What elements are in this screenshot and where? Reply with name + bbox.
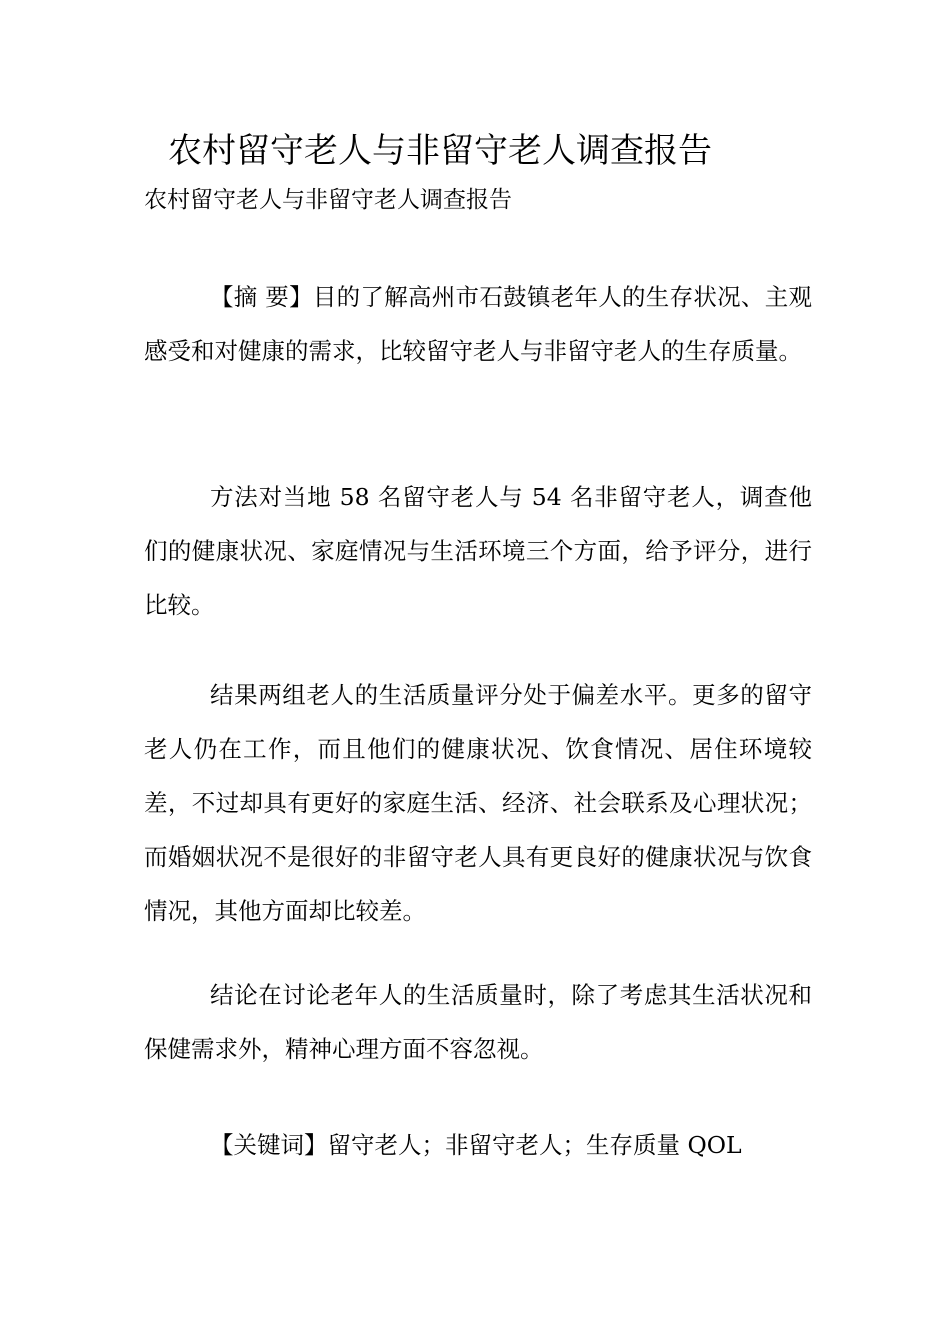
abstract-paragraph: 【摘 要】目的了解高州市石鼓镇老年人的生存状况、主观感受和对健康的需求，比较留守老人与非留守老人的生存质量。 — [144, 283, 812, 365]
methods-paragraph: 方法对当地 58 名留守老人与 54 名非留守老人，调查他们的健康状况、家庭情况与生活环境三个方面，给予评分，进行比较。 — [144, 483, 812, 619]
results-paragraph: 结果两组老人的生活质量评分处于偏差水平。更多的留守老人仍在工作，而且他们的健康状况、饮食情况、居住环境较差，不过却具有更好的家庭生活、经济、社会联系及心理状况；而婚姻状况不是很好的非留守老人具有更良好的健康状况与饮食情况，其他方面却比较差。 — [144, 681, 812, 925]
keywords-line: 【关键词】留守老人；非留守老人；生存质量 QOL — [210, 1131, 742, 1159]
document-subtitle: 农村留守老人与非留守老人调查报告 — [144, 187, 512, 213]
conclusion-paragraph: 结论在讨论老年人的生活质量时，除了考虑其生活状况和保健需求外，精神心理方面不容忽视。 — [144, 981, 812, 1063]
document-title: 农村留守老人与非留守老人调查报告 — [168, 131, 712, 171]
